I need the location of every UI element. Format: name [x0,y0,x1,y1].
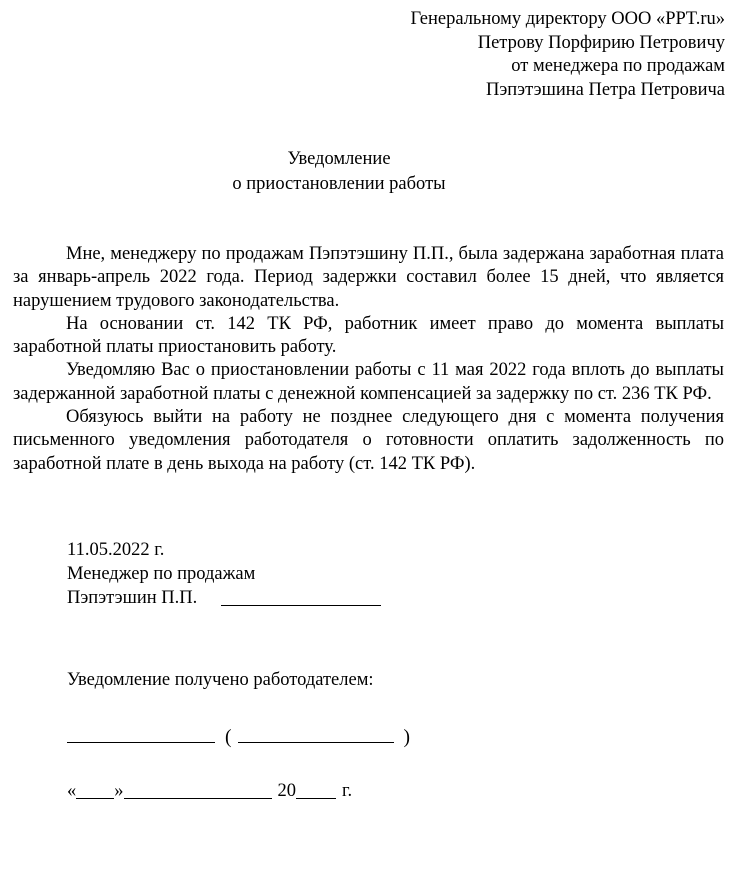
receipt-signature-line[interactable] [67,742,215,743]
receipt-signature-row [67,728,738,748]
addressee-line-3: от менеджера по продажам [511,56,725,76]
receipt-paren-open: ( [225,726,232,748]
addressee-line-4: Пэпэтэшина Петра Петровича [485,79,725,100]
document-title-main: Уведомление [287,149,391,169]
receipt-quote-open: « [67,781,77,802]
receipt-year-prefix: 20 [277,781,296,802]
receipt-name-line[interactable] [238,742,394,743]
document-title [0,147,738,197]
receipt-block [0,668,738,804]
document-title-subject: о приостановлении работы [232,174,446,194]
receipt-date-row [67,779,738,803]
body-paragraph-4: Обязуюсь выйти на работу не позднее следующего дня с момента получения письменного уведомления работодателя о готовности оплатить задолженность по заработной плате в день выхода на работу (ст. 142 ТК РФ). [13,407,724,474]
receipt-year-line[interactable] [296,798,336,799]
receipt-month-line[interactable] [124,798,272,799]
signature-date: 11.05.2022 г. [67,539,165,560]
body-paragraph-2: На основании ст. 142 ТК РФ, работник имеет право до момента выплаты заработной платы приостановить работу. [13,313,724,358]
receipt-quote-close: » [114,781,124,802]
signature-position: Менеджер по продажам [67,563,256,584]
addressee-line-1: Генеральному директору ООО «PPT.ru» [410,9,725,29]
signature-name-row [67,586,738,610]
signature-name: Пэпэтэшин П.П. [67,587,198,608]
receipt-day-line[interactable] [76,798,114,799]
document-body [0,243,738,476]
signature-block [0,538,738,610]
document-page [0,8,738,892]
addressee-block [0,8,738,102]
body-paragraph-1: Мне, менеджеру по продажам Пэпэтэшину П.П., была задержана заработная плата за январь-апрель 2022 года. Период задержки составил более 15 дней, что является нарушением трудового законодательства. [13,244,724,311]
receipt-title: Уведомление получено работодателем: [67,669,374,690]
receipt-paren-close: ) [403,726,410,748]
body-paragraph-3: Уведомляю Вас о приостановлении работы с 11 мая 2022 года вплоть до выплаты задержанной заработной платы с денежной компенсацией за задержку по ст. 236 ТК РФ. [13,360,724,404]
signature-line[interactable] [221,605,381,606]
addressee-line-2: Петрову Порфирию Петровичу [477,32,725,53]
receipt-year-suffix: г. [342,781,353,802]
